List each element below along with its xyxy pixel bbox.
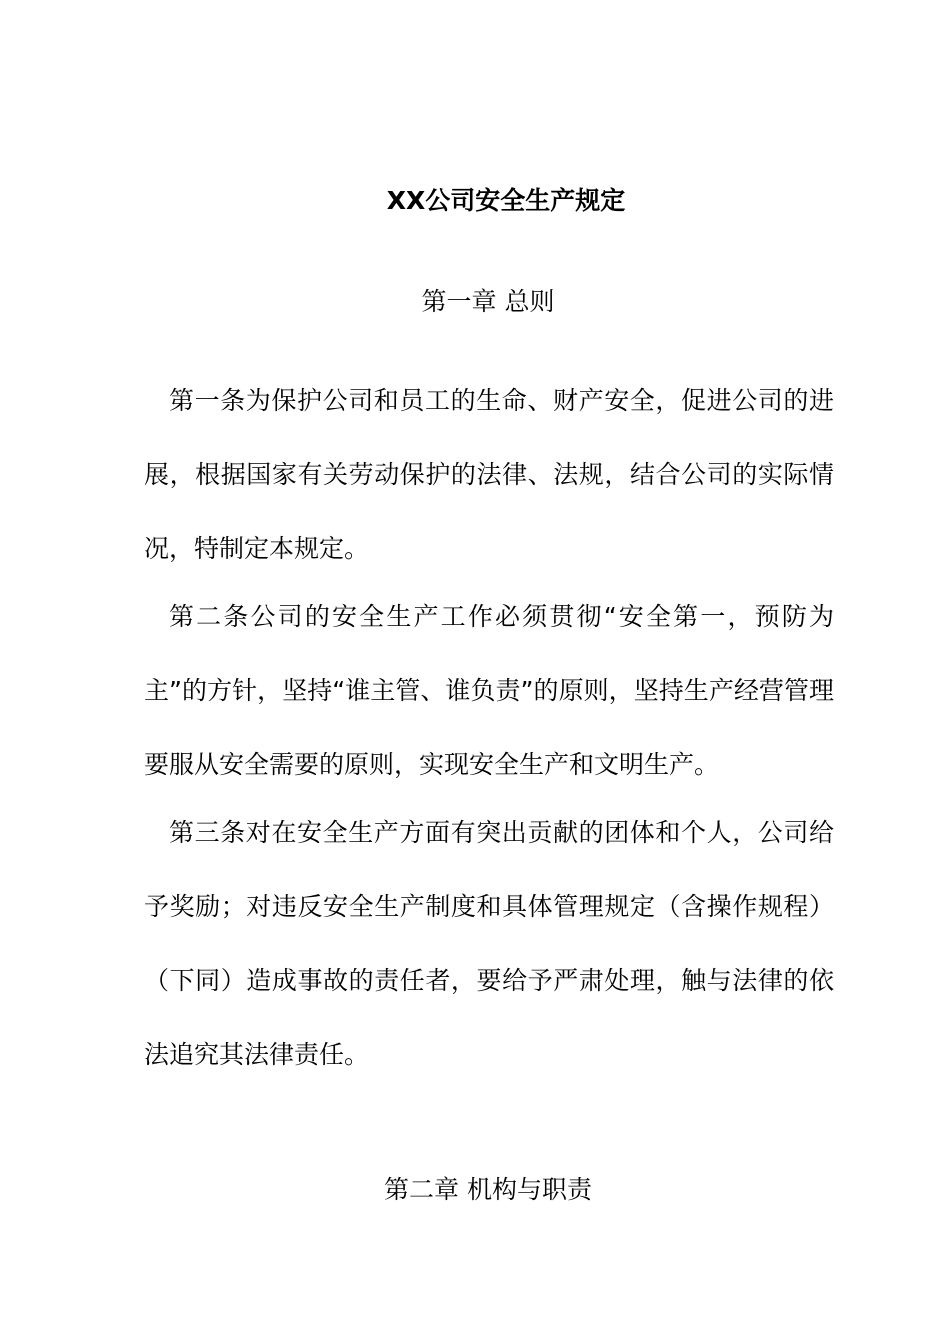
chapter-heading-2: 第二章 机构与职责 bbox=[384, 1175, 592, 1204]
article-1: 第一条为保护公司和员工的生命、财产安全，促进公司的进展，根据国家有关劳动保护的法律、法规，结合公司的实际情况，特制定本规定。 bbox=[144, 386, 834, 563]
chapter-heading-1: 第一章 总则 bbox=[421, 287, 555, 316]
article-2: 第二条公司的安全生产工作必须贯彻“安全第一，预防为主”的方针，坚持“谁主管、谁负责”的原则，坚持生产经营管理要服从安全需要的原则，实现安全生产和文明生产。 bbox=[144, 602, 834, 779]
document-title: XX公司安全生产规定 bbox=[386, 186, 626, 215]
article-3: 第三条对在安全生产方面有突出贡献的团体和个人，公司给予奖励；对违反安全生产制度和具体管理规定（含操作规程）（下同）造成事故的责任者，要给予严肃处理，触与法律的依法追究其法律责任。 bbox=[144, 818, 834, 1069]
